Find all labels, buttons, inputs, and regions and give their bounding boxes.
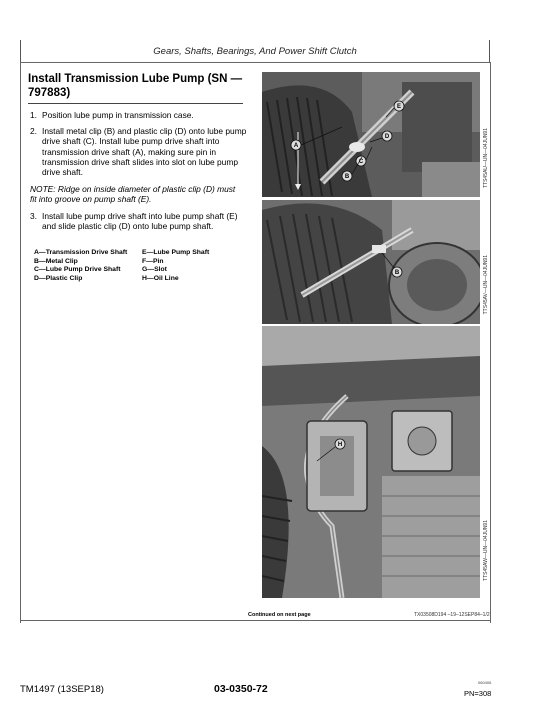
step-text: Position lube pump in transmission case.	[42, 110, 194, 120]
legend-row	[34, 258, 253, 267]
legend-row	[34, 249, 253, 258]
svg-text:C: C	[358, 159, 364, 165]
legend-row	[34, 266, 253, 275]
legend-item: C—Lube Pump Drive Shaft	[34, 266, 121, 274]
legend-item: B—Metal Clip	[34, 257, 78, 265]
step-1	[28, 110, 253, 120]
photo-oil-line	[262, 326, 480, 598]
continued-note: Continued on next page	[248, 612, 311, 618]
legend	[34, 249, 253, 283]
svg-text:B: B	[394, 270, 400, 276]
step-number: 2.	[30, 126, 37, 137]
procedure-column	[28, 72, 253, 283]
step-number: 1.	[30, 110, 37, 120]
svg-text:H: H	[337, 442, 343, 448]
photo-id: TTS45AW—UN—04JUN91	[483, 520, 489, 581]
step-text: Install metal clip (B) and plastic clip (D) onto lube pump drive shaft (C). Install lube pump drive shaft into transmission drive shaft (A), making sure pin in transmission drive shaft slides into slot on lube pump drive shaft.	[42, 126, 247, 178]
legend-item: D—Plastic Clip	[34, 274, 83, 282]
svg-text:A: A	[293, 143, 299, 149]
legend-item: E—Lube Pump Shaft	[142, 249, 210, 257]
svg-text:E: E	[396, 104, 402, 110]
legend-item: A—Transmission Drive Shaft	[34, 249, 128, 257]
legend-item: H—Oil Line	[142, 274, 179, 282]
step-number: 3.	[30, 210, 37, 221]
pn-number: PN=308	[464, 689, 492, 698]
photo-id: TTS45AV—UN—04JUN91	[483, 255, 489, 315]
step-2	[28, 126, 253, 177]
step-3	[28, 211, 253, 231]
legend-item: G—Slot	[142, 266, 167, 274]
photo-id: TTS45AU—UN—04JUN91	[483, 128, 489, 189]
photo-lube-pump-drive-shaft	[262, 72, 480, 197]
figure-reference: TX03508D194 –19–12SEP84–1/2	[414, 612, 490, 618]
page-header: Gears, Shafts, Bearings, And Power Shift Clutch	[153, 46, 357, 57]
page-number: 03-0350-72	[214, 683, 268, 695]
manual-id: TM1497 (13SEP18)	[20, 684, 104, 695]
note: NOTE: Ridge on inside diameter of plastic clip (D) must fit into groove on pump shaft (E).	[30, 184, 236, 205]
procedure-title: Install Transmission Lube Pump (SN —797883)	[28, 72, 243, 104]
content-bottom-rule	[20, 620, 490, 621]
step-text: Install lube pump drive shaft into lube pump shaft (E) and slide plastic clip (D) onto lube pump shaft.	[42, 210, 238, 231]
footer-code: 060406	[478, 680, 492, 685]
svg-text:D: D	[384, 134, 390, 140]
photo-metal-clip	[262, 200, 480, 324]
svg-text:B: B	[344, 174, 350, 180]
legend-item: F—Pin	[142, 257, 164, 265]
legend-row	[34, 275, 253, 284]
